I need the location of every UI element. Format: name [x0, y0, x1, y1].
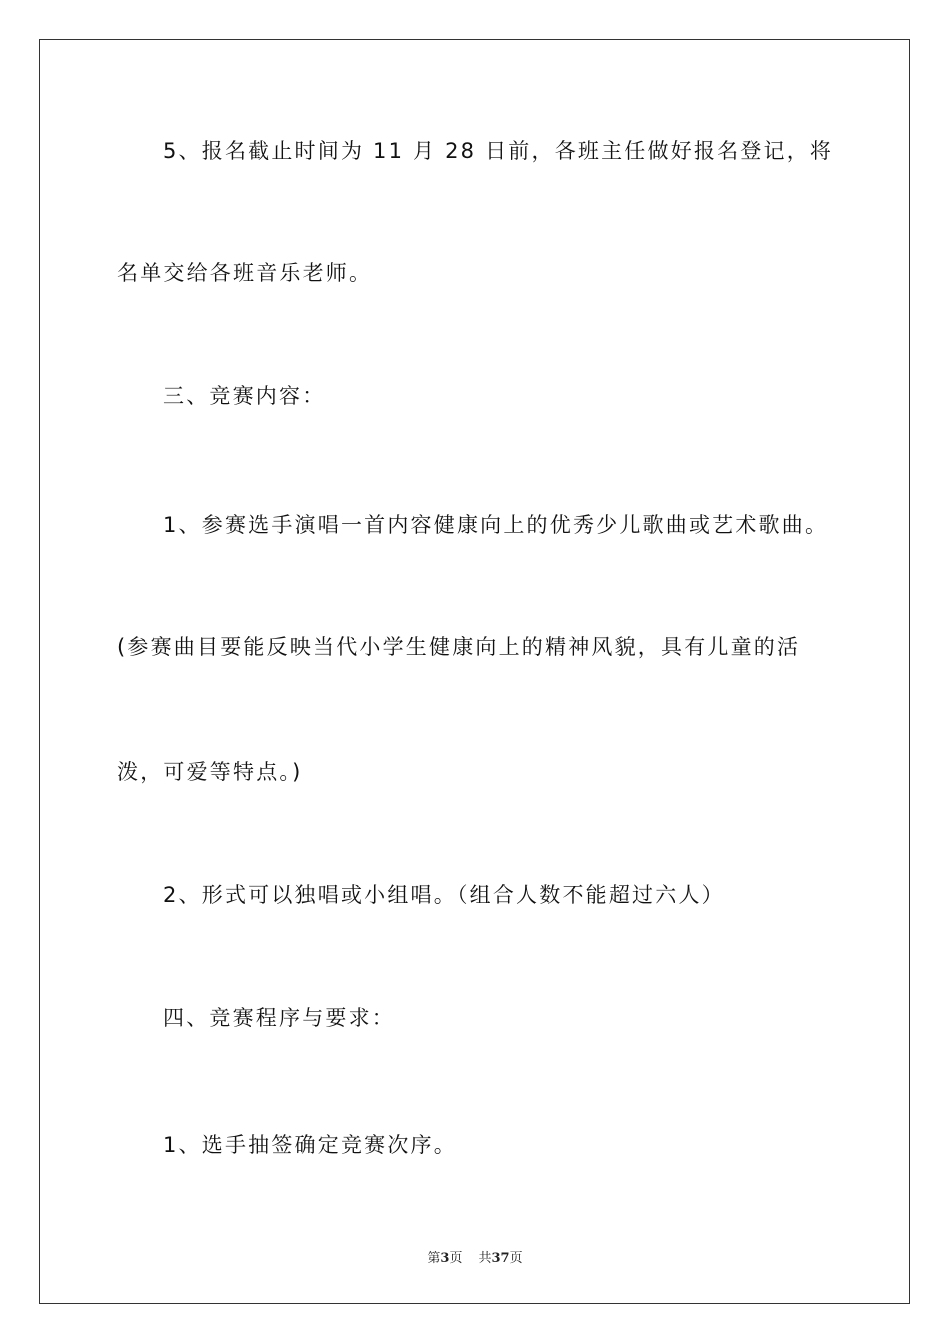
footer-page-prefix: 第 [427, 1251, 441, 1266]
section-heading-8: 四、竞赛程序与要求： [163, 1006, 395, 1030]
footer-total-prefix: 共 [478, 1251, 492, 1266]
paragraph-line-4: 1、参赛选手演唱一首内容健康向上的优秀少儿歌曲或艺术歌曲。 [163, 513, 829, 537]
footer-total-pages: 37 [491, 1251, 510, 1266]
footer-page-number: 3 [440, 1251, 450, 1266]
page-footer [0, 1247, 950, 1266]
footer-total-suffix: 页 [509, 1251, 523, 1266]
paragraph-line-2: 名单交给各班音乐老师。 [117, 261, 373, 285]
footer-page-suffix: 页 [449, 1251, 463, 1266]
page-frame [39, 39, 910, 1304]
section-heading-3: 三、竞赛内容： [163, 384, 326, 408]
paragraph-line-5: (参赛曲目要能反映当代小学生健康向上的精神风貌，具有儿童的活 [117, 635, 801, 659]
paragraph-line-7: 2、形式可以独唱或小组唱。（组合人数不能超过六人） [163, 883, 725, 907]
paragraph-line-1: 5、报名截止时间为 11 月 28 日前，各班主任做好报名登记，将 [163, 139, 834, 163]
paragraph-line-9: 1、选手抽签确定竞赛次序。 [163, 1133, 457, 1157]
paragraph-line-6: 泼，可爱等特点。) [117, 760, 303, 784]
